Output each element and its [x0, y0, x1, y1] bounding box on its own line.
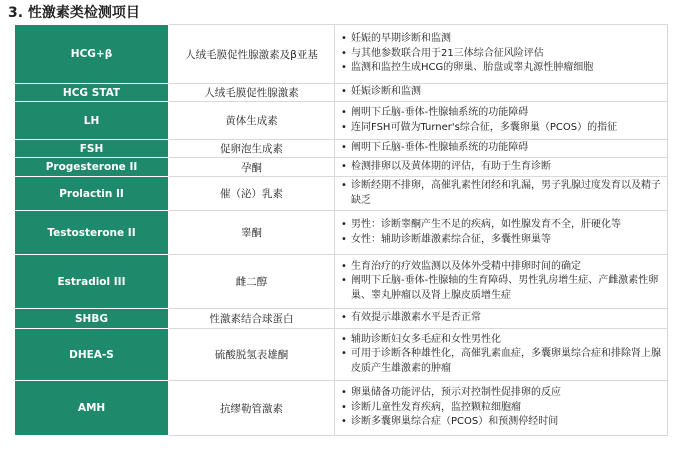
- table-row: [15, 84, 668, 102]
- description-item: • 诊断儿童性发育疾病，监控颗粒细胞瘤: [341, 401, 663, 416]
- test-code: Prolactin II: [15, 177, 169, 211]
- description-list: [341, 311, 663, 326]
- test-code: SHBG: [15, 309, 169, 329]
- test-description: [335, 177, 668, 211]
- test-description: [335, 309, 668, 329]
- table-row: [15, 25, 668, 84]
- description-item: • 诊断多囊卵巢综合症（PCOS）和预测停经时间: [341, 415, 663, 430]
- test-name: 性激素结合球蛋白: [169, 309, 335, 329]
- test-code: Estradiol III: [15, 255, 169, 309]
- description-item: • 阐明下丘脑-垂体-性腺轴系统的功能障碍: [341, 141, 663, 156]
- table-row: [15, 381, 668, 436]
- description-list: [341, 218, 663, 247]
- table-row: [15, 255, 668, 309]
- test-code: HCG+β: [15, 25, 169, 84]
- section-heading: 3. 性激素类检测项目: [8, 5, 140, 21]
- test-name: 黄体生成素: [169, 102, 335, 140]
- description-item: • 可用于诊断各种雄性化，高催乳素血症，多囊卵巢综合症和排除肾上腺皮质产生雄激素的肿瘤: [341, 347, 663, 376]
- description-item: • 妊娠诊断和监测: [341, 85, 663, 100]
- test-description: [335, 211, 668, 255]
- description-item: • 阐明下丘脑-垂体-性腺轴系统的功能障碍: [341, 106, 663, 121]
- description-list: [341, 333, 663, 377]
- test-code: HCG STAT: [15, 84, 169, 102]
- test-description: [335, 329, 668, 381]
- test-code: Testosterone II: [15, 211, 169, 255]
- test-description: [335, 102, 668, 140]
- test-name: 催（泌）乳素: [169, 177, 335, 211]
- table-row: [15, 177, 668, 211]
- test-name: 人绒毛膜促性腺激素及β亚基: [169, 25, 335, 84]
- description-item: • 女性：辅助诊断雄激素综合征，多囊性卵巢等: [341, 233, 663, 248]
- description-item: • 妊娠的早期诊断和监测: [341, 32, 663, 47]
- test-name: 硫酸脱氢表雄酮: [169, 329, 335, 381]
- test-name: 抗缪勒管激素: [169, 381, 335, 436]
- description-item: • 卵巢储备功能评估，预示对控制性促排卵的反应: [341, 386, 663, 401]
- description-list: [341, 32, 663, 76]
- description-list: [341, 106, 663, 135]
- description-list: [341, 160, 663, 175]
- test-code: DHEA-S: [15, 329, 169, 381]
- description-item: • 诊断经期不排卵，高催乳素性闭经和乳漏，男子乳腺过度发育以及精子缺乏: [341, 179, 663, 208]
- description-item: • 连同FSH可做为Turner's综合征，多囊卵巢（PCOS）的指征: [341, 121, 663, 136]
- description-item: • 与其他参数联合用于21三体综合征风险评估: [341, 47, 663, 62]
- table-row: [15, 211, 668, 255]
- test-name: 睾酮: [169, 211, 335, 255]
- table-row: [15, 309, 668, 329]
- test-description: [335, 25, 668, 84]
- description-item: • 监测和监控生成HCG的卵巢、胎盘或睾丸源性肿瘤细胞: [341, 61, 663, 76]
- test-code: FSH: [15, 140, 169, 158]
- test-description: [335, 158, 668, 177]
- description-item: • 有效提示雄激素水平是否正常: [341, 311, 663, 326]
- table-row: [15, 158, 668, 177]
- test-description: [335, 255, 668, 309]
- test-description: [335, 140, 668, 158]
- table-row: [15, 329, 668, 381]
- description-list: [341, 179, 663, 208]
- description-item: • 生育治疗的疗效监测以及体外受精中排卵时间的确定: [341, 260, 663, 275]
- test-name: 孕酮: [169, 158, 335, 177]
- description-item: • 男性：诊断睾酮产生不足的疾病，如性腺发育不全，肝硬化等: [341, 218, 663, 233]
- test-code: Progesterone II: [15, 158, 169, 177]
- table-row: [15, 102, 668, 140]
- description-item: • 检测排卵以及黄体期的评估，有助于生育诊断: [341, 160, 663, 175]
- test-code: AMH: [15, 381, 169, 436]
- description-item: • 辅助诊断妇女多毛症和女性男性化: [341, 333, 663, 348]
- test-code: LH: [15, 102, 169, 140]
- description-item: • 阐明下丘脑-垂体-性腺轴的生育障碍、男性乳房增生症、产雌激素性卵巢、睾丸肿瘤以及肾上腺皮质增生症: [341, 274, 663, 303]
- test-name: 雌二醇: [169, 255, 335, 309]
- test-name: 人绒毛膜促性腺激素: [169, 84, 335, 102]
- test-name: 促卵泡生成素: [169, 140, 335, 158]
- hormone-test-table: [14, 24, 668, 436]
- test-description: [335, 381, 668, 436]
- table-row: [15, 140, 668, 158]
- description-list: [341, 141, 663, 156]
- description-list: [341, 260, 663, 304]
- description-list: [341, 85, 663, 100]
- test-description: [335, 84, 668, 102]
- description-list: [341, 386, 663, 430]
